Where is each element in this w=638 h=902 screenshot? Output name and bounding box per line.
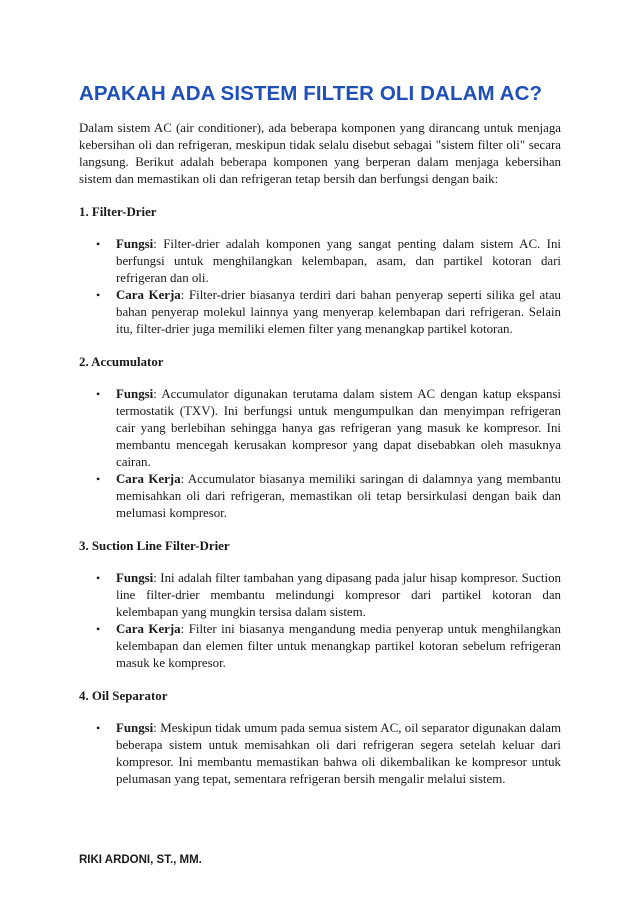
item-term: Cara Kerja bbox=[116, 472, 181, 486]
section-heading: 2. Accumulator bbox=[79, 355, 164, 369]
item-term: Fungsi bbox=[116, 387, 154, 401]
bullet-icon: • bbox=[96, 288, 101, 302]
bullet-icon: • bbox=[96, 237, 101, 251]
item-text: : Accumulator digunakan terutama dalam sistem AC dengan katup ekspansi termostatik (TXV). Ini berfungsi untuk mengumpulkan dan menyimpan refrigeran cair yang berlebihan sehingga hanya gas refrigeran yang masuk ke kompresor. Ini membantu mencegah kerusakan kompresor yang dapat disebabkan oleh masuknya cairan. bbox=[116, 387, 561, 469]
list-item bbox=[96, 720, 561, 788]
section-accumulator bbox=[79, 354, 561, 522]
item-term: Cara Kerja bbox=[116, 622, 181, 636]
item-text: : Filter-drier adalah komponen yang sangat penting dalam sistem AC. Ini berfungsi untuk menghilangkan kelembapan, asam, dan partikel kotoran dari refrigeran dan oli. bbox=[116, 237, 561, 285]
item-term: Fungsi bbox=[116, 721, 154, 735]
document-body bbox=[79, 82, 561, 804]
list-item bbox=[96, 236, 561, 287]
item-text: : Filter-drier biasanya terdiri dari bahan penyerap seperti silika gel atau bahan penyerap molekul lainnya yang menyerap kelembapan dari refrigeran. Selain itu, filter-drier juga memiliki elemen filter yang menangkap partikel kotoran. bbox=[116, 288, 561, 336]
item-term: Cara Kerja bbox=[116, 288, 181, 302]
section-heading: 3. Suction Line Filter-Drier bbox=[79, 539, 230, 553]
bullet-icon: • bbox=[96, 472, 101, 486]
item-text: : Ini adalah filter tambahan yang dipasang pada jalur hisap kompresor. Suction line filter-drier membantu melindungi kompresor dari partikel kotoran dan kelembapan yang mungkin tersisa dalam sistem. bbox=[116, 571, 561, 619]
list-item bbox=[96, 471, 561, 522]
bullet-list bbox=[79, 236, 561, 338]
item-text: : Meskipun tidak umum pada semua sistem AC, oil separator digunakan dalam beberapa sistem untuk memisahkan oli dari refrigeran segera setelah keluar dari kompresor. Ini membantu memastikan bahwa oli dikembalikan ke kompresor untuk pelumasan yang tepat, sementara refrigeran bersih mengalir melalui sistem. bbox=[116, 721, 561, 786]
bullet-icon: • bbox=[96, 571, 101, 585]
bullet-icon: • bbox=[96, 622, 101, 636]
page-footer-author: RIKI ARDONI, ST., MM. bbox=[79, 854, 202, 866]
item-term: Fungsi bbox=[116, 237, 154, 251]
bullet-list bbox=[79, 386, 561, 522]
bullet-icon: • bbox=[96, 721, 101, 735]
page-title: APAKAH ADA SISTEM FILTER OLI DALAM AC? bbox=[79, 82, 543, 105]
item-text: : Accumulator biasanya memiliki saringan di dalamnya yang membantu memisahkan oli dari refrigeran, memastikan oli tetap bersirkulasi dengan baik dan melumasi kompresor. bbox=[116, 472, 561, 520]
bullet-list bbox=[79, 720, 561, 788]
list-item bbox=[96, 386, 561, 471]
list-item bbox=[96, 621, 562, 672]
section-heading: 4. Oil Separator bbox=[79, 689, 168, 703]
bullet-list bbox=[79, 570, 561, 672]
item-term: Fungsi bbox=[116, 571, 154, 585]
section-filter-drier bbox=[79, 204, 561, 338]
item-text: : Filter ini biasanya mengandung media penyerap untuk menghilangkan kelembapan dan elemen filter untuk menangkap partikel kotoran sebelum refrigeran masuk ke kompresor. bbox=[116, 622, 562, 670]
list-item bbox=[96, 287, 561, 338]
section-oil-separator bbox=[79, 688, 561, 788]
intro-paragraph: Dalam sistem AC (air conditioner), ada beberapa komponen yang dirancang untuk menjaga kebersihan oli dan refrigeran, meskipun tidak selalu disebut sebagai "sistem filter oli" secara langsung. Berikut adalah beberapa komponen yang berperan dalam menjaga kebersihan sistem dan memastikan oli dan refrigeran tetap bersih dan berfungsi dengan baik: bbox=[79, 121, 561, 186]
bullet-icon: • bbox=[96, 387, 101, 401]
section-heading: 1. Filter-Drier bbox=[79, 205, 157, 219]
list-item bbox=[96, 570, 561, 621]
section-suction-line-filter-drier bbox=[79, 538, 561, 672]
